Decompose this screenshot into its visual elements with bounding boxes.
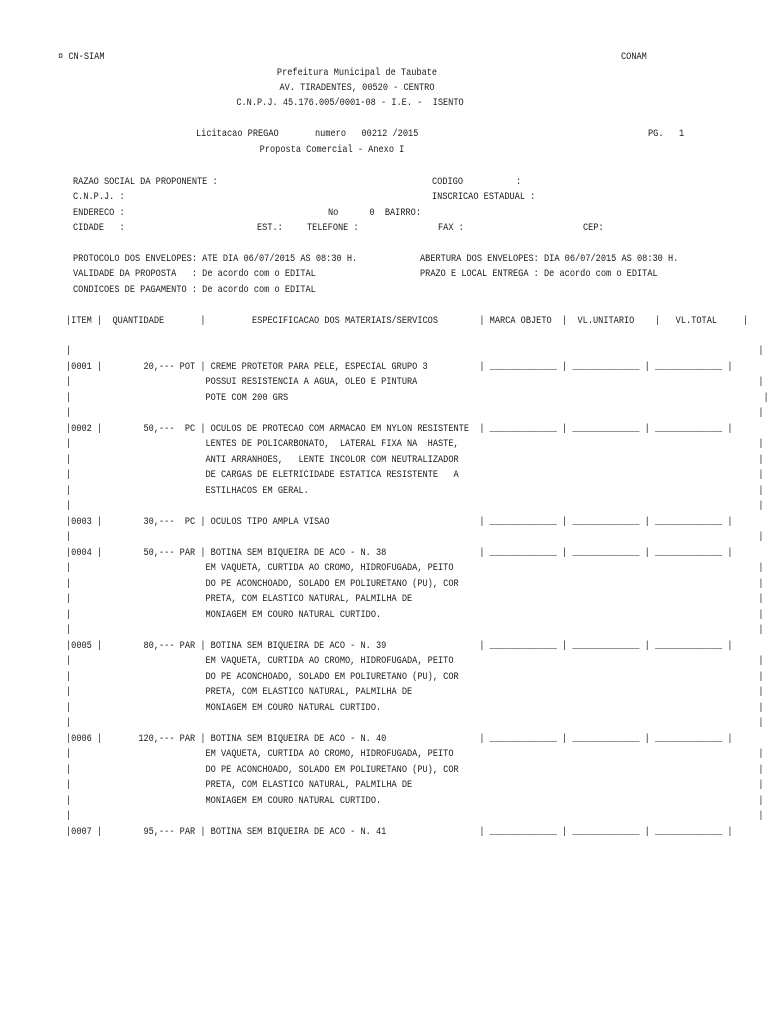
estado-label: EST.: <box>257 222 283 234</box>
table-row: | DO PE ACONCHOADO, SOLADO EM POLIURETANO (PU), COR | <box>66 578 764 590</box>
telefone-label: TELEFONE : <box>307 222 359 234</box>
table-row: | ESTILHACOS EM GERAL. | <box>66 485 764 497</box>
table-header: |ITEM | QUANTIDADE | ESPECIFICACAO DOS MATERIAIS/SERVICOS | MARCA OBJETO | VL.UNITARIO | VL.TOTAL | <box>66 315 749 327</box>
table-row: | LENTES DE POLICARBONATO, LATERAL FIXA NA HASTE, | <box>66 438 764 450</box>
table-row: | DO PE ACONCHOADO, SOLADO EM POLIURETANO (PU), COR | <box>66 671 764 683</box>
table-row: |0007 | 95,--- PAR | BOTINA SEM BIQUEIRA DE ACO - N. 41 | _____________ | _____________ | _____________ | <box>66 826 733 838</box>
table-row: |0002 | 50,--- PC | OCULOS DE PROTECAO COM ARMACAO EM NYLON RESISTENTE | _____________ | _____________ | _____________ | <box>66 423 733 435</box>
table-row: |0006 | 120,--- PAR | BOTINA SEM BIQUEIRA DE ACO - N. 40 | _____________ | _____________ | _____________ | <box>66 733 733 745</box>
cep-label: CEP: <box>583 222 604 234</box>
table-row: | MONIAGEM EM COURO NATURAL CURTIDO. | <box>66 702 764 714</box>
table-row: | | <box>66 407 764 419</box>
protocolo-envelopes: PROTOCOLO DOS ENVELOPES: ATE DIA 06/07/2015 AS 08:30 H. <box>73 253 358 265</box>
razao-social-label: RAZAO SOCIAL DA PROPONENTE : <box>73 176 218 188</box>
org-name: Prefeitura Municipal de Taubate <box>276 67 438 79</box>
inscricao-estadual-label: INSCRICAO ESTADUAL : <box>432 191 536 203</box>
table-row: |0001 | 20,--- POT | CREME PROTETOR PARA PELE, ESPECIAL GRUPO 3 | _____________ | _____________ | _____________ | <box>66 361 733 373</box>
org-cnpj: C.N.P.J. 45.176.005/0001-08 - I.E. - ISENTO <box>236 97 464 109</box>
licitacao-label: Licitacao PREGAO <box>196 128 279 140</box>
table-row: | DE CARGAS DE ELETRICIDADE ESTATICA RESISTENTE A | <box>66 469 764 481</box>
table-row: | DO PE ACONCHOADO, SOLADO EM POLIURETANO (PU), COR | <box>66 764 764 776</box>
table-row: | ANTI ARRANHOES, LENTE INCOLOR COM NEUTRALIZADOR | <box>66 454 764 466</box>
validade-proposta: VALIDADE DA PROPOSTA : De acordo com o EDITAL <box>73 268 316 280</box>
table-row: | | <box>66 500 764 512</box>
abertura-envelopes: ABERTURA DOS ENVELOPES: DIA 06/07/2015 AS 08:30 H. <box>420 253 679 265</box>
cidade-label: CIDADE : <box>73 222 125 234</box>
table-row: | EM VAQUETA, CURTIDA AO CROMO, HIDROFUGADA, PEITO | <box>66 562 764 574</box>
licitacao-number: numero 00212 /2015 <box>315 128 419 140</box>
codigo-label: CODIGO <box>432 176 464 188</box>
condicoes-pagamento: CONDICOES DE PAGAMENTO : De acordo com o EDITAL <box>73 284 316 296</box>
table-row: | PRETA, COM ELASTICO NATURAL, PALMILHA DE | <box>66 686 764 698</box>
table-row: |0005 | 80,--- PAR | BOTINA SEM BIQUEIRA DE ACO - N. 39 | _____________ | _____________ | _____________ | <box>66 640 733 652</box>
table-row: | | <box>66 810 764 822</box>
table-row: | | <box>66 717 764 729</box>
table-row: | MONIAGEM EM COURO NATURAL CURTIDO. | <box>66 609 764 621</box>
table-row: | EM VAQUETA, CURTIDA AO CROMO, HIDROFUGADA, PEITO | <box>66 655 764 667</box>
table-row: | MONIAGEM EM COURO NATURAL CURTIDO. | <box>66 795 764 807</box>
fax-label: FAX : <box>438 222 464 234</box>
table-row: |0004 | 50,--- PAR | BOTINA SEM BIQUEIRA DE ACO - N. 38 | _____________ | _____________ | _____________ | <box>66 547 733 559</box>
page-label: PG. <box>648 128 664 140</box>
table-row: | EM VAQUETA, CURTIDA AO CROMO, HIDROFUGADA, PEITO | <box>66 748 764 760</box>
table-row: | | <box>66 345 764 357</box>
prazo-entrega: PRAZO E LOCAL ENTREGA : De acordo com o EDITAL <box>420 268 658 280</box>
org-address: AV. TIRADENTES, 00520 - CENTRO <box>279 82 435 94</box>
table-row: | PRETA, COM ELASTICO NATURAL, PALMILHA DE | <box>66 593 764 605</box>
system-id: ¤ CN-SIAM <box>58 51 105 63</box>
cnpj-label: C.N.P.J. : <box>73 191 125 203</box>
numero-bairro-label: No 0 BAIRRO: <box>328 207 422 219</box>
document-title: Proposta Comercial - Anexo I <box>259 144 405 156</box>
table-row: | PRETA, COM ELASTICO NATURAL, PALMILHA DE | <box>66 779 764 791</box>
table-row: | POSSUI RESISTENCIA A AGUA, OLEO E PINTURA | <box>66 376 764 388</box>
table-row: | | <box>66 531 764 543</box>
codigo-separator: : <box>516 176 522 188</box>
table-row: | POTE COM 200 GRS | <box>66 392 769 404</box>
endereco-label: ENDERECO : <box>73 207 125 219</box>
table-row: |0003 | 30,--- PC | OCULOS TIPO AMPLA VISAO | _____________ | _____________ | _____________ | <box>66 516 733 528</box>
page-number: 1 <box>679 128 685 140</box>
org-code: CONAM <box>621 51 647 63</box>
table-row: | | <box>66 624 764 636</box>
